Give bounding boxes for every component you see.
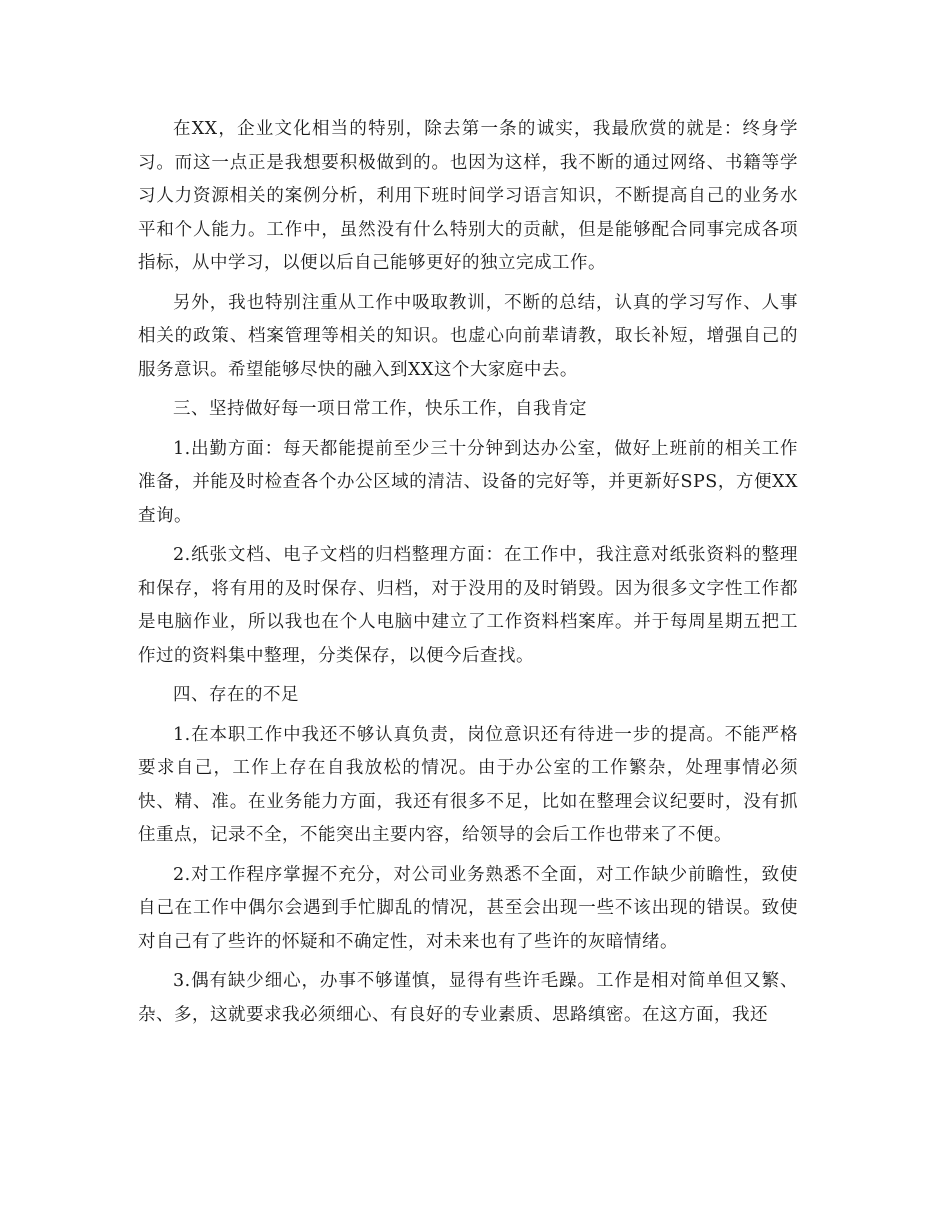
- paragraph-lessons: 另外，我也特别注重从工作中吸取教训，不断的总结，认真的学习写作、人事相关的政策、档案管理等相关的知识。也虚心向前辈请教，取长补短，增强自己的服务意识。希望能够尽快的融入到XX这个大家庭中去。: [138, 292, 798, 380]
- paragraph-shortcoming-1: 1.在本职工作中我还不够认真负责，岗位意识还有待进一步的提高。不能严格要求自己，工作上存在自我放松的情况。由于办公室的工作繁杂，处理事情必须快、精、准。在业务能力方面，我还有很多不足，比如在整理会议纪要时，没有抓住重点，记录不全，不能突出主要内容，给领导的会后工作也带来了不便。: [138, 724, 798, 845]
- paragraph-archiving: 2.纸张文档、电子文档的归档整理方面：在工作中，我注意对纸张资料的整理和保存，将有用的及时保存、归档，对于没用的及时销毁。因为很多文字性工作都是电脑作业，所以我也在个人电脑中建立了工作资料档案库。并于每周星期五把工作过的资料集中整理，分类保存，以便今后查找。: [138, 545, 798, 666]
- document-page: [138, 113, 798, 1038]
- paragraph-attendance: 1.出勤方面：每天都能提前至少三十分钟到达办公室，做好上班前的相关工作准备，并能及时检查各个办公区域的清洁、设备的完好等，并更新好SPS，方便XX查询。: [138, 438, 798, 526]
- paragraph-shortcoming-3: 3.偶有缺少细心，办事不够谨慎，显得有些许毛躁。工作是相对简单但又繁、杂、多，这就要求我必须细心、有良好的专业素质、思路缜密。在这方面，我还: [138, 971, 798, 1025]
- section-heading-shortcomings: 四、存在的不足: [173, 685, 299, 705]
- paragraph-shortcoming-2: 2.对工作程序掌握不充分，对公司业务熟悉不全面，对工作缺少前瞻性，致使自己在工作中偶尔会遇到手忙脚乱的情况，甚至会出现一些不该出现的错误。致使对自己有了些许的怀疑和不确定性，对未来也有了些许的灰暗情绪。: [138, 864, 798, 952]
- section-heading-daily-work: 三、坚持做好每一项日常工作，快乐工作，自我肯定: [173, 399, 587, 419]
- paragraph-culture: 在XX，企业文化相当的特别，除去第一条的诚实，我最欣赏的就是：终身学习。而这一点正是我想要积极做到的。也因为这样，我不断的通过网络、书籍等学习人力资源相关的案例分析，利用下班时间学习语言知识，不断提高自己的业务水平和个人能力。工作中，虽然没有什么特别大的贡献，但是能够配合同事完成各项指标，从中学习，以便以后自己能够更好的独立完成工作。: [138, 119, 798, 273]
